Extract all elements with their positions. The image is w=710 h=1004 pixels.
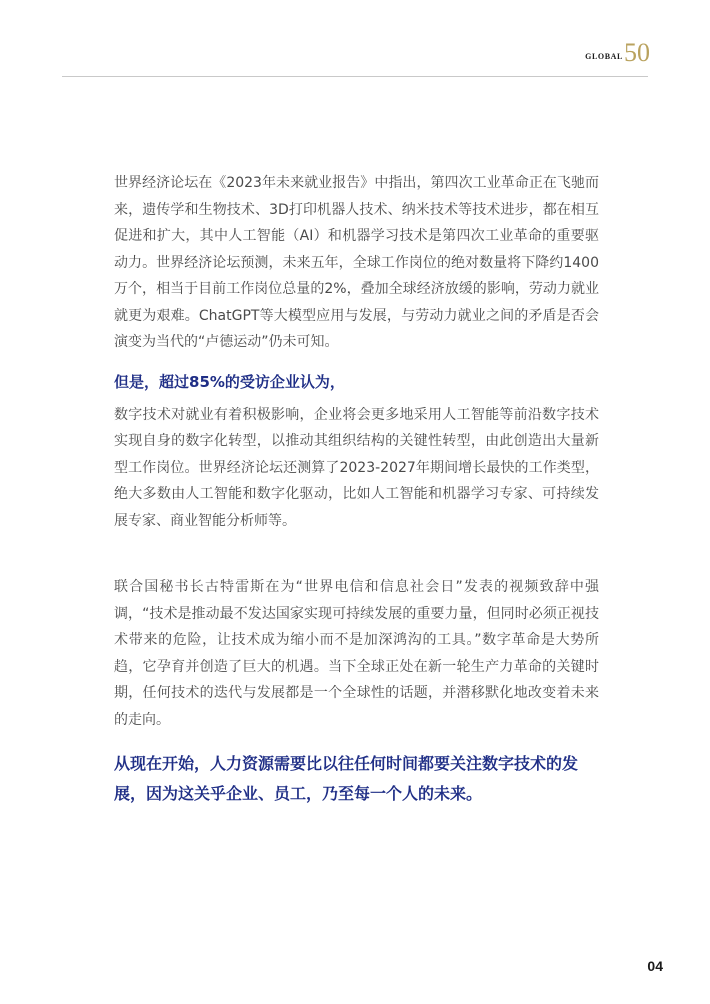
header-divider [62, 76, 648, 77]
page-number: 04 [647, 958, 663, 974]
paragraph-digital-impact: 数字技术对就业有着积极影响，企业将会更多地采用人工智能等前沿数字技术实现自身的数字化转型，以推动其组织结构的关键性转型，由此创造出大量新型工作岗位。世界经济论坛还测算了2023-2027年期间增长最快的工作类型，绝大多数由人工智能和数字化驱动，比如人工智能和机器学习专家、可持续发展专家、商业智能分析师等。 [114, 406, 599, 529]
logo-number: 50 [624, 38, 650, 67]
paragraph-wef-report: 世界经济论坛在《2023年未来就业报告》中指出，第四次工业革命正在飞驰而来，遗传学和生物技术、3D打印机器人技术、纳米技术等技术进步，都在相互促进和扩大，其中人工智能（AI）和机器学习技术是第四次工业革命的重要驱动力。世界经济论坛预测，未来五年，全球工作岗位的绝对数量将下降约1400万个，相当于目前工作岗位总量的2%，叠加全球经济放缓的影响，劳动力就业就更为艰难。ChatGPT等大模型应用与发展，与劳动力就业之间的矛盾是否会演变为当代的“卢德运动”仍未可知。 [114, 175, 599, 350]
heading-85-percent: 但是，超过85%的受访企业认为， [114, 372, 345, 391]
main-content [114, 170, 599, 809]
global50-logo [585, 40, 650, 66]
logo-text: GLOBAL [585, 52, 623, 61]
heading-hr-focus: 从现在开始，人力资源需要比以往任何时间都要关注数字技术的发展，因为这关乎企业、员工，乃至每一个人的未来。 [114, 754, 579, 803]
paragraph-un-guterres: 联合国秘书长古特雷斯在为“世界电信和信息社会日”发表的视频致辞中强调，“技术是推动最不发达国家实现可持续发展的重要力量，但同时必须正视技术带来的危险，让技术成为缩小而不是加深鸿沟的工具。”数字革命是大势所趋，它孕育并创造了巨大的机遇。当下全球正处在新一轮生产力革命的关键时期，任何技术的迭代与发展都是一个全球性的话题，并潜移默化地改变着未来的走向。 [114, 579, 599, 728]
